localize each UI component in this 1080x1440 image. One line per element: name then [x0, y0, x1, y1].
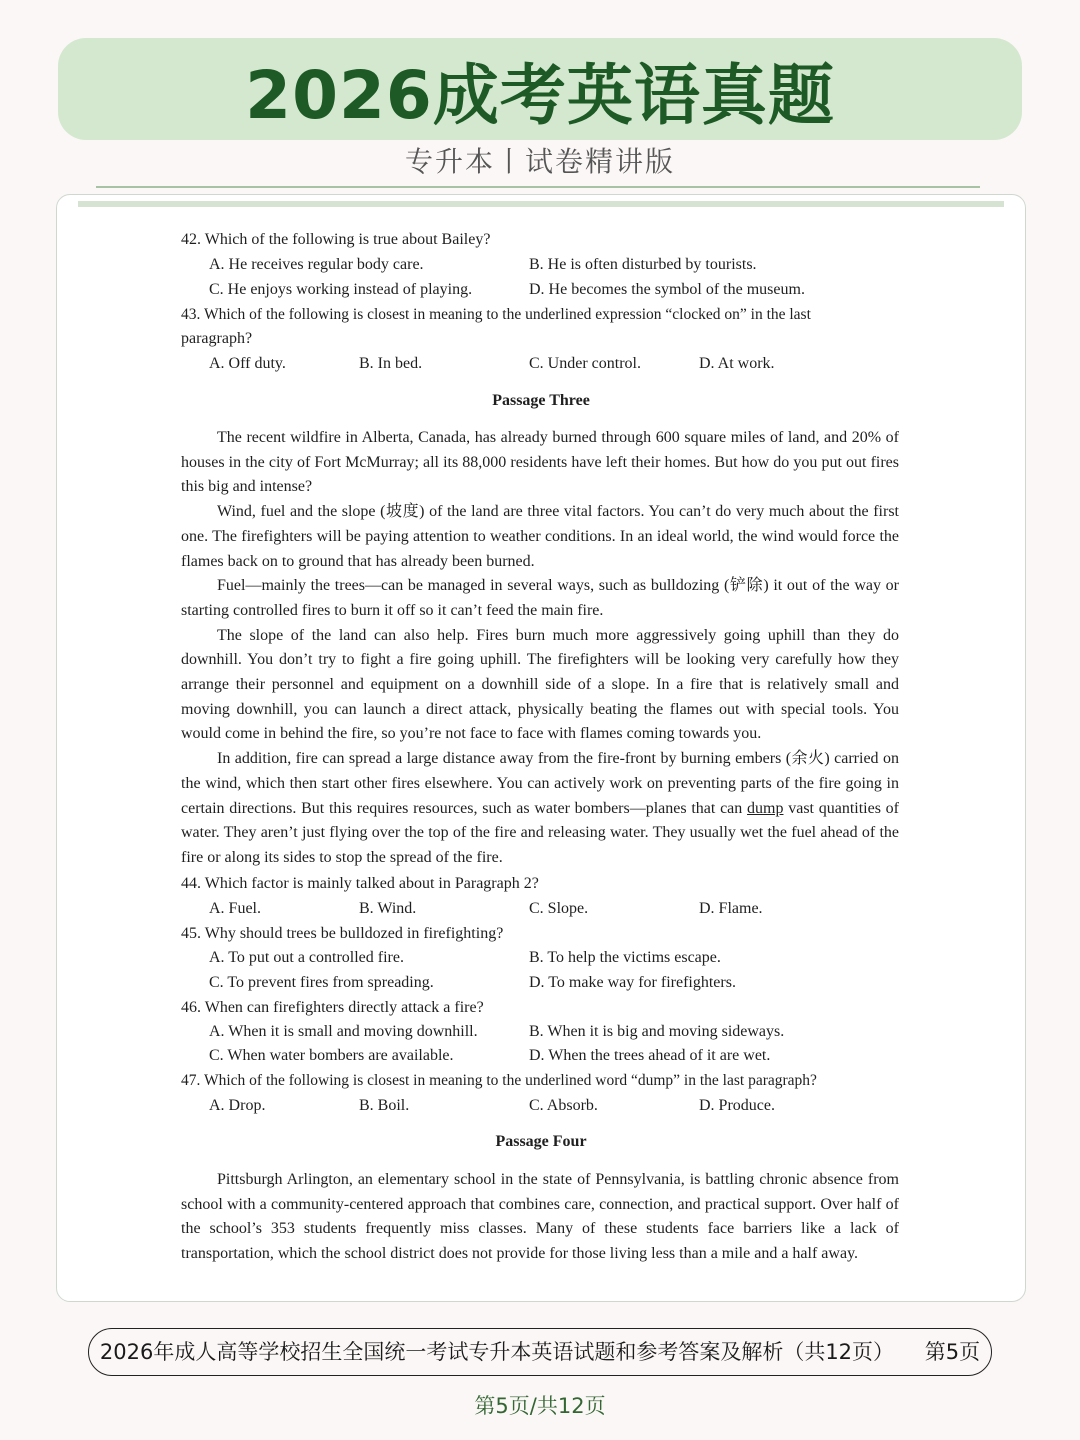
question-46-stem: 46. When can firefighters directly attack a fire? — [181, 999, 484, 1016]
question-43-stem: 43. Which of the following is closest in meaning to the underlined expression “clocked on” in the last — [181, 306, 811, 323]
q44-option-c: C. Slope. — [529, 900, 589, 917]
header-divider-bar — [78, 201, 1004, 207]
footer-page-label: 第5页 — [924, 1340, 981, 1364]
q42-option-a: A. He receives regular body care. — [209, 256, 424, 273]
q43-option-b: B. In bed. — [359, 355, 423, 372]
q47-option-b: B. Boil. — [359, 1097, 410, 1114]
passage-four-body — [181, 1168, 899, 1267]
passage-four-title: Passage Four — [495, 1133, 587, 1150]
q46-option-c: C. When water bombers are available. — [209, 1047, 454, 1064]
passage-three-para-5-tail: vast quantities of water. They aren’t just flying over the top of the fire and releasing water. They usually wet the fuel ahead of the fire or along its sides to stop the spread of the fire. — [181, 799, 900, 866]
passage-three-para-5 — [181, 747, 899, 871]
q45-option-a: A. To put out a controlled fire. — [209, 949, 404, 966]
title-banner — [58, 38, 1022, 140]
exam-page — [56, 194, 1026, 1302]
header-divider — [96, 186, 980, 188]
q42-option-b: B. He is often disturbed by tourists. — [529, 256, 757, 273]
footer-caption-text: 2026年成人高等学校招生全国统一考试专升本英语试题和参考答案及解析（共12页） — [99, 1340, 895, 1364]
passage-three-para-5-text: In addition, fire can spread a large distance away from the fire-front by burning embers (余火) carried on the wind, which then start other fires elsewhere. You can actively work on preventing parts of the fire going in certain directions. But this requires resources, such as water bombers—planes that can — [181, 750, 899, 817]
footer-caption — [0, 1336, 1080, 1366]
q47-option-c: C. Absorb. — [529, 1097, 598, 1114]
question-44-stem: 44. Which factor is mainly talked about in Paragraph 2? — [181, 875, 539, 892]
q45-option-b: B. To help the victims escape. — [529, 949, 721, 966]
q47-option-a: A. Drop. — [209, 1097, 266, 1114]
question-47-stem: 47. Which of the following is closest in meaning to the underlined word “dump” in the last paragraph? — [181, 1072, 817, 1089]
question-45-stem: 45. Why should trees be bulldozed in firefighting? — [181, 925, 504, 942]
q46-option-a: A. When it is small and moving downhill. — [209, 1023, 478, 1040]
q42-option-d: D. He becomes the symbol of the museum. — [529, 281, 805, 298]
passage-three-body — [181, 426, 899, 871]
q43-option-c: C. Under control. — [529, 355, 641, 372]
q45-option-d: D. To make way for firefighters. — [529, 974, 736, 991]
q46-option-d: D. When the trees ahead of it are wet. — [529, 1047, 771, 1064]
q43-option-a: A. Off duty. — [209, 355, 286, 372]
q47-option-d: D. Produce. — [699, 1097, 775, 1114]
q46-option-b: B. When it is big and moving sideways. — [529, 1023, 785, 1040]
subtitle: 专升本丨试卷精讲版 — [404, 145, 675, 178]
q42-option-c: C. He enjoys working instead of playing. — [209, 281, 473, 298]
underlined-word-dump: dump — [747, 799, 784, 817]
question-43-stem-cont: paragraph? — [181, 330, 253, 347]
passage-four-para-1: Pittsburgh Arlington, an elementary school in the state of Pennsylvania, is battling chronic absence from school with a community-centered approach that combines care, connection, and practical support. Over half of the school’s 353 students frequently miss classes. Many of these students face barriers like a lack of transportation, which the school district does not provide for those living less than a mile and a half away. — [181, 1171, 899, 1263]
q43-option-d: D. At work. — [699, 355, 775, 372]
passage-three-title: Passage Three — [492, 392, 590, 409]
page-title: 2026成考英语真题 — [245, 56, 835, 134]
q45-option-c: C. To prevent fires from spreading. — [209, 974, 434, 991]
q44-option-a: A. Fuel. — [209, 900, 261, 917]
q44-option-b: B. Wind. — [359, 900, 417, 917]
passage-three-para-4: The slope of the land can also help. Fires burn much more aggressively going uphill than they do downhill. You don’t try to fight a fire going uphill. The firefighters will be looking very carefully how they arrange their personnel and equipment on a downhill side of a slope. In a fire that is relatively small and moving downhill, you can launch a direct attack, physically beating the flames out with special tools. You would come in behind the fire, so you’re not face to face with flames coming towards you. — [181, 626, 899, 743]
passage-three-para-2: Wind, fuel and the slope (坡度) of the land are three vital factors. You can’t do very much about the first one. The firefighters will be paying attention to weather conditions. In an ideal world, the wind would force the flames back on to ground that has already been burned. — [181, 503, 899, 570]
passage-three-para-1: The recent wildfire in Alberta, Canada, has already burned through 600 square miles of land, and 20% of houses in the city of Fort McMurray; all its 88,000 residents have left their homes. But how do you put out fires this big and intense? — [181, 429, 899, 496]
q44-option-d: D. Flame. — [699, 900, 763, 917]
passage-three-para-3: Fuel—mainly the trees—can be managed in several ways, such as bulldozing (铲除) it out of the way or starting controlled fires to burn it off so it can’t feed the main fire. — [181, 577, 899, 619]
page-indicator: 第5页/共12页 — [474, 1394, 606, 1418]
question-42-stem: 42. Which of the following is true about Bailey? — [181, 231, 491, 248]
